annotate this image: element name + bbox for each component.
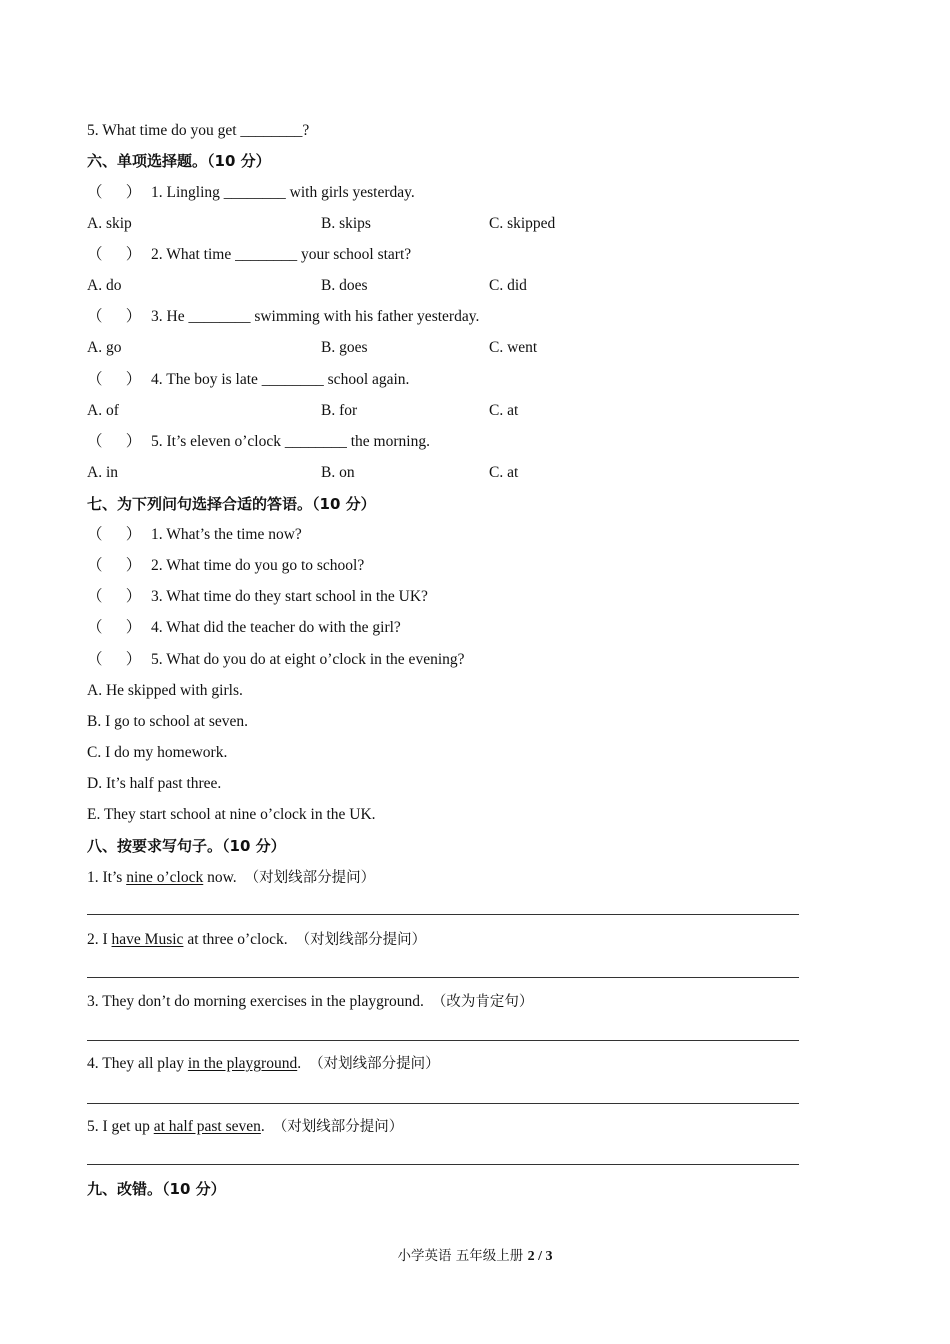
question-line xyxy=(87,554,364,578)
rewrite-prompt: 5. I get up at half past seven. （对划线部分提问） xyxy=(87,1118,404,1135)
answer-blank[interactable]: （ ） xyxy=(87,308,142,325)
instruction-note: （对划线部分提问） xyxy=(244,870,376,886)
option-c: C. skipped xyxy=(489,215,556,232)
question-line xyxy=(87,616,401,640)
answer-line[interactable] xyxy=(87,1103,799,1104)
option-a: A. skip xyxy=(87,215,132,232)
instruction-note: （对划线部分提问） xyxy=(272,1119,404,1135)
answer-blank[interactable]: （ ） xyxy=(87,651,142,668)
answer-blank[interactable]: （ ） xyxy=(87,371,142,388)
answer-option: B. I go to school at seven. xyxy=(87,713,249,730)
page-number: 2 xyxy=(527,1249,535,1264)
underlined-phrase: have Music xyxy=(111,931,184,948)
question-line xyxy=(87,648,465,672)
question-text: 1. What’s the time now? xyxy=(151,526,302,543)
question-text: 2. What time ________ your school start? xyxy=(151,246,412,263)
question-line: 5. What time do you get ________? xyxy=(87,122,310,139)
question-line xyxy=(87,243,411,267)
underlined-phrase: nine o’clock xyxy=(126,869,204,886)
question-text: 5. It’s eleven o’clock ________ the morning. xyxy=(151,433,430,450)
question-line xyxy=(87,523,302,547)
answer-line[interactable] xyxy=(87,1164,799,1165)
answer-option: E. They start school at nine o’clock in the UK. xyxy=(87,806,376,823)
answer-option: A. He skipped with girls. xyxy=(87,682,243,699)
section-heading: 九、改错。（10 分） xyxy=(87,1180,226,1198)
section-heading: 七、为下列问句选择合适的答语。（10 分） xyxy=(87,495,376,513)
answer-option: D. It’s half past three. xyxy=(87,775,222,792)
instruction-note: （对划线部分提问） xyxy=(295,932,427,948)
question-text: 3. What time do they start school in the UK? xyxy=(151,588,428,605)
option-b: B. skips xyxy=(321,215,371,232)
question-line xyxy=(87,430,430,454)
option-a: A. of xyxy=(87,402,119,419)
rewrite-prompt: 2. I have Music at three o’clock. （对划线部分提问） xyxy=(87,931,427,948)
rewrite-prompt: 1. It’s nine o’clock now. （对划线部分提问） xyxy=(87,869,376,886)
page-total: 3 xyxy=(545,1249,553,1264)
answer-blank[interactable]: （ ） xyxy=(87,526,142,543)
option-b: B. for xyxy=(321,402,358,419)
option-c: C. at xyxy=(489,464,519,481)
question-text: 2. What time do you go to school? xyxy=(151,557,365,574)
instruction-note: （对划线部分提问） xyxy=(309,1056,440,1072)
question-text: 4. The boy is late ________ school again. xyxy=(151,371,410,388)
option-a: A. do xyxy=(87,277,122,294)
question-text: 1. Lingling ________ with girls yesterday. xyxy=(151,184,415,201)
rewrite-prompt: 3. They don’t do morning exercises in the playground. （改为肯定句） xyxy=(87,993,534,1010)
option-b: B. does xyxy=(321,277,368,294)
rewrite-prompt: 4. They all play in the playground. （对划线部分提问） xyxy=(87,1055,440,1072)
question-line xyxy=(87,181,415,205)
option-c: C. did xyxy=(489,277,527,294)
option-b: B. on xyxy=(321,464,355,481)
question-line xyxy=(87,585,428,609)
option-a: A. go xyxy=(87,339,122,356)
option-c: C. went xyxy=(489,339,538,356)
answer-blank[interactable]: （ ） xyxy=(87,433,142,450)
answer-option: C. I do my homework. xyxy=(87,744,228,761)
answer-blank[interactable]: （ ） xyxy=(87,246,142,263)
answer-line[interactable] xyxy=(87,977,799,978)
question-line xyxy=(87,368,409,392)
answer-line[interactable] xyxy=(87,1040,799,1041)
question-text: 5. What do you do at eight o’clock in the evening? xyxy=(151,651,465,668)
answer-line[interactable] xyxy=(87,914,799,915)
instruction-note: （改为肯定句） xyxy=(431,994,534,1010)
question-text: 3. He ________ swimming with his father yesterday. xyxy=(151,308,480,325)
answer-blank[interactable]: （ ） xyxy=(87,184,142,201)
page-footer: 小学英语 五年级上册 2 / 3 xyxy=(397,1248,553,1264)
option-a: A. in xyxy=(87,464,118,481)
section-heading: 六、单项选择题。（10 分） xyxy=(87,152,271,170)
underlined-phrase: in the playground xyxy=(187,1055,298,1072)
answer-blank[interactable]: （ ） xyxy=(87,588,142,605)
question-text: 4. What did the teacher do with the girl? xyxy=(151,619,401,636)
answer-blank[interactable]: （ ） xyxy=(87,557,142,574)
option-b: B. goes xyxy=(321,339,368,356)
underlined-phrase: at half past seven xyxy=(153,1118,261,1135)
option-c: C. at xyxy=(489,402,519,419)
section-heading: 八、按要求写句子。（10 分） xyxy=(87,837,286,855)
question-line xyxy=(87,305,479,329)
answer-blank[interactable]: （ ） xyxy=(87,619,142,636)
